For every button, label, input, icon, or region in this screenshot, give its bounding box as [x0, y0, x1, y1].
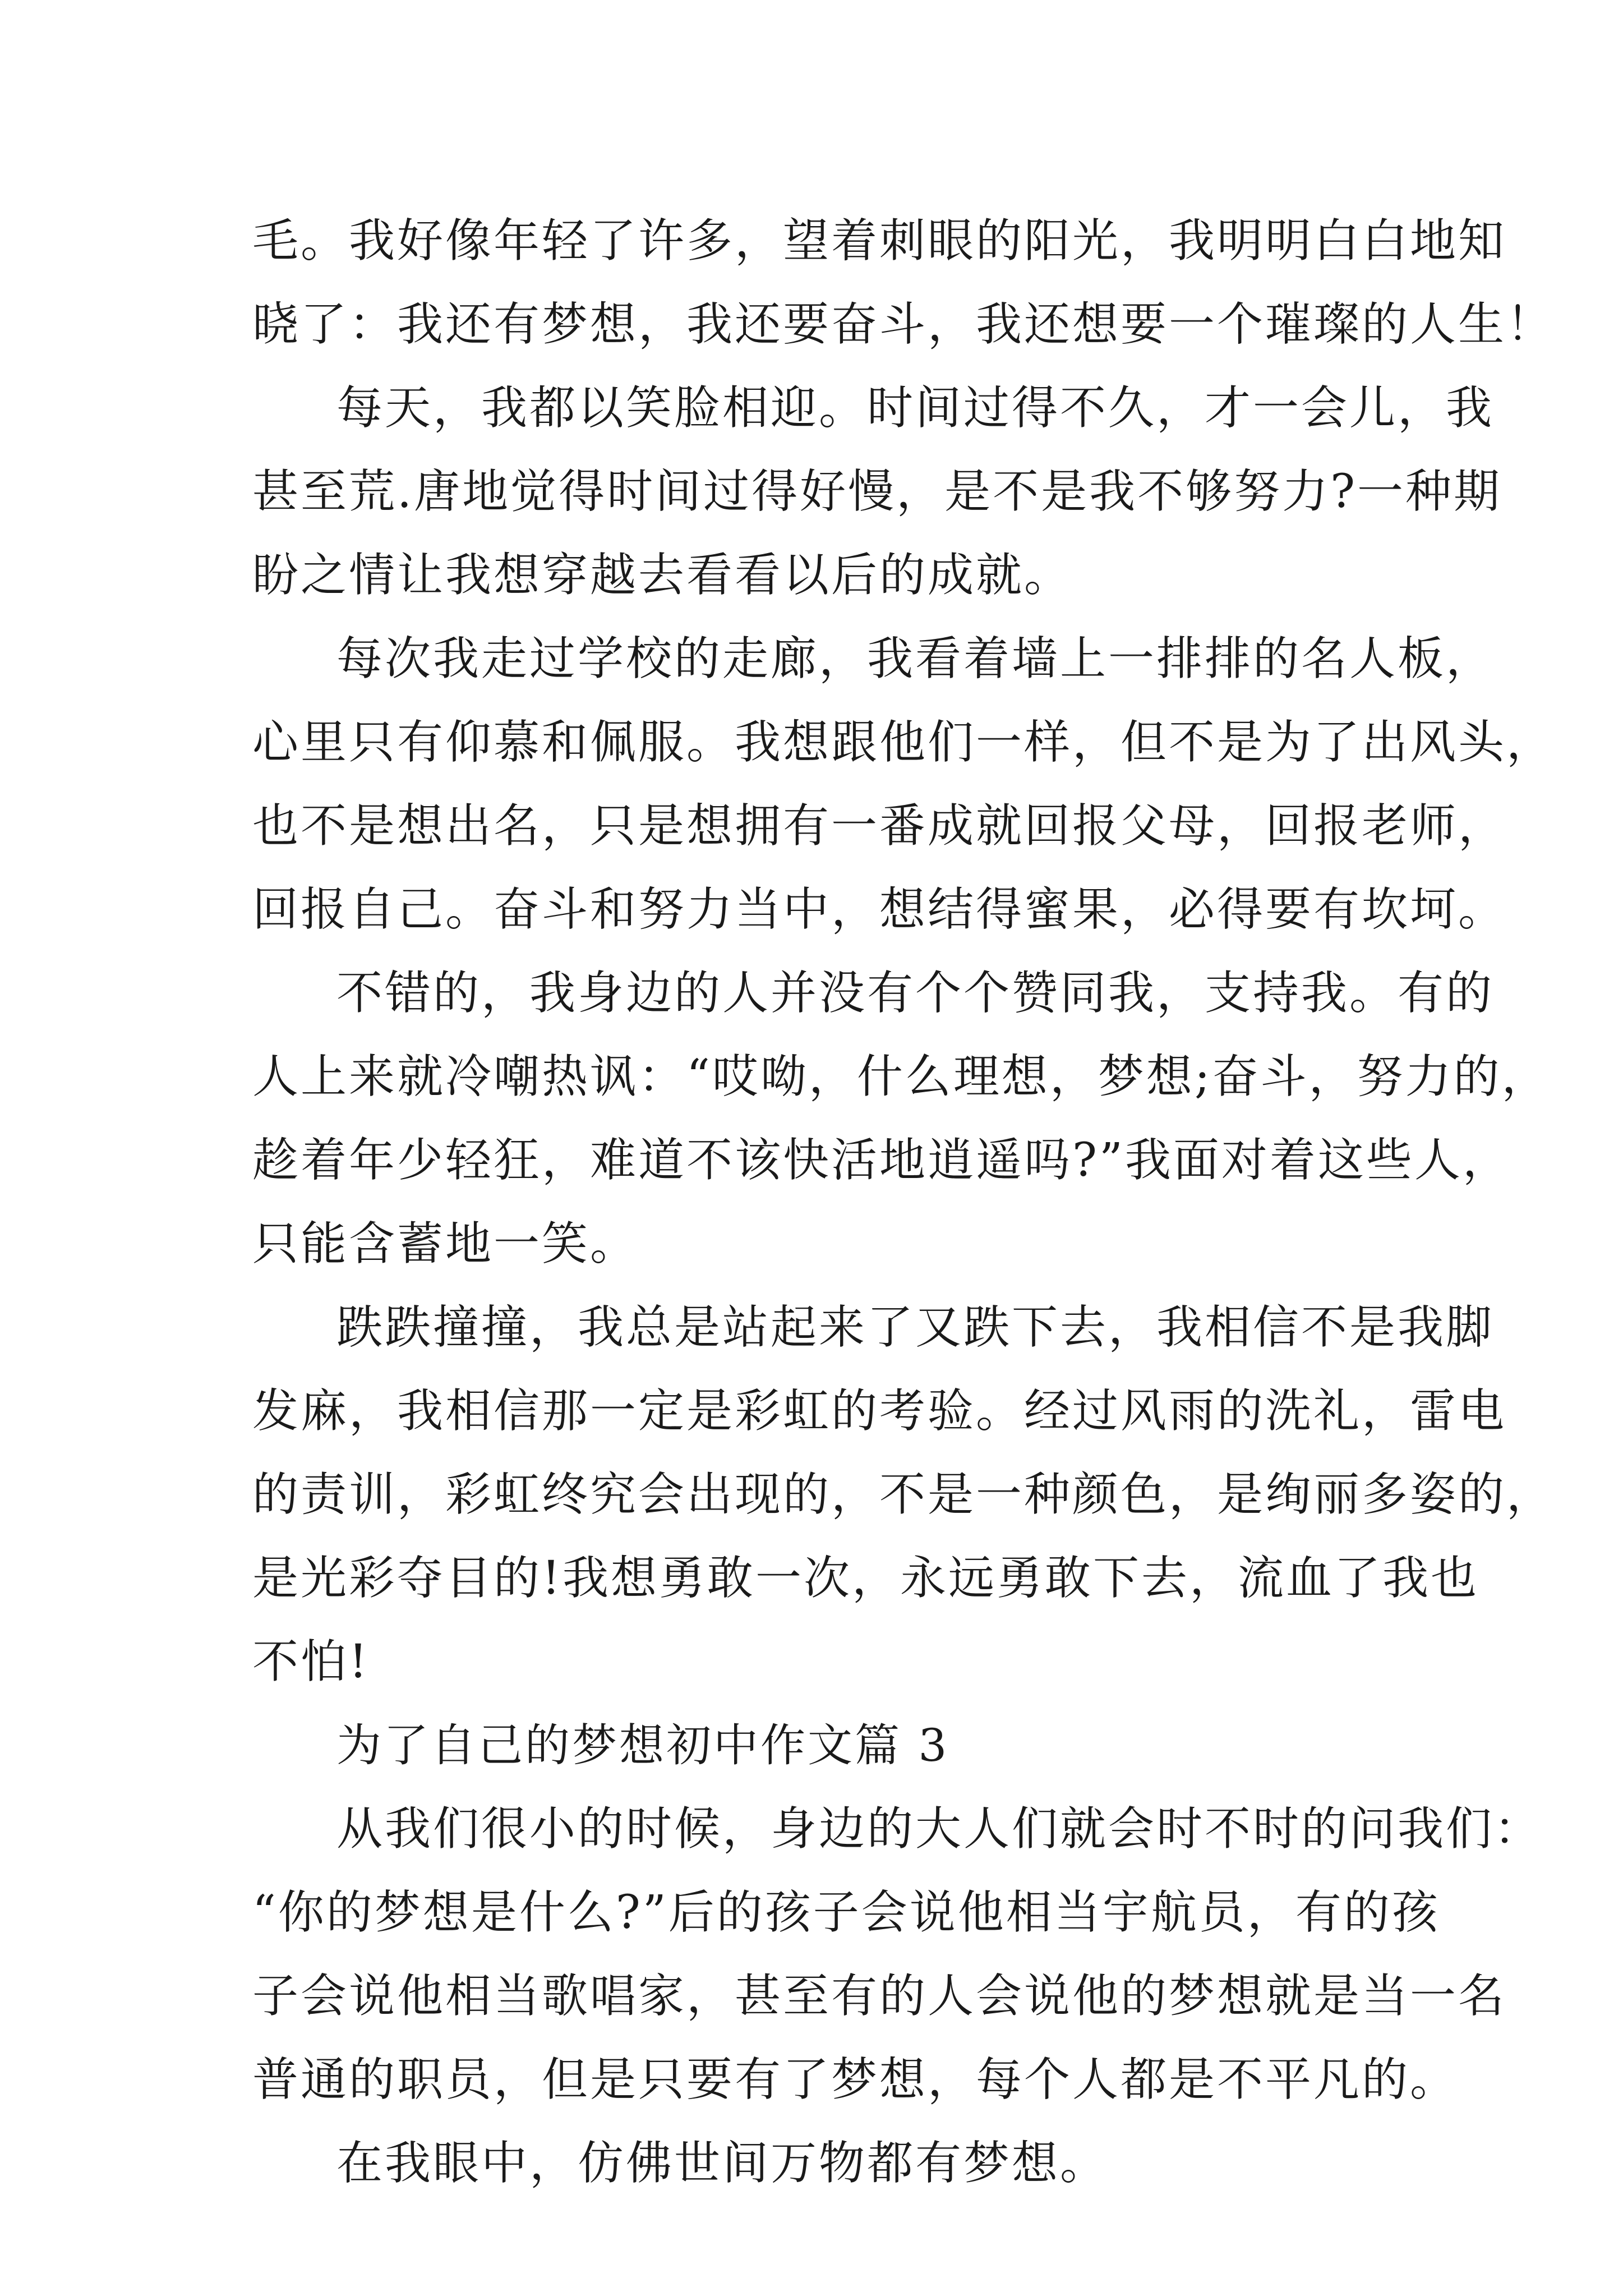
section-heading: 为了自己的梦想初中作文篇 3: [336, 1719, 949, 1772]
paragraph-start-line: 在我眼中，仿佛世间万物都有梦想。: [336, 2137, 1109, 2190]
text-line: 是光彩夺目的!我想勇敢一次，永远勇敢下去，流血了我也: [252, 1552, 1479, 1605]
text-line: 不怕!: [252, 1635, 370, 1688]
text-line: 发麻，我相信那一定是彩虹的考验。经过风雨的洗礼，雷电: [252, 1384, 1507, 1438]
text-line: 趁着年少轻狂，难道不该快活地逍遥吗?”我面对着这些人，: [252, 1134, 1511, 1187]
paragraph-start-line: 每天，我都以笑脸相迎。时间过得不久，才一会儿，我: [336, 381, 1495, 435]
text-line: 晓了：我还有梦想，我还要奋斗，我还想要一个璀璨的人生！: [252, 298, 1555, 351]
text-line: 心里只有仰慕和佩服。我想跟他们一样，但不是为了出风头，: [252, 716, 1555, 769]
text-line: 毛。我好像年轻了许多，望着刺眼的阳光，我明明白白地知: [252, 214, 1507, 268]
paragraph-start-line: 不错的，我身边的人并没有个个赞同我，支持我。有的: [336, 967, 1495, 1020]
paragraph-start-line: 跌跌撞撞，我总是站起来了又跌下去，我相信不是我脚: [336, 1301, 1495, 1354]
text-line: 的责训，彩虹终究会出现的，不是一种颜色，是绚丽多姿的，: [252, 1468, 1555, 1521]
text-line: 人上来就冷嘲热讽：“哎呦，什么理想，梦想;奋斗，努力的，: [252, 1050, 1550, 1103]
text-line: 盼之情让我想穿越去看看以后的成就。: [252, 549, 1073, 602]
essay-text: [252, 199, 1555, 2205]
paragraph-start-line: 从我们很小的时候，身边的大人们就会时不时的问我们：: [336, 1802, 1543, 1856]
text-line: 回报自己。奋斗和努力当中，想结得蜜果，必得要有坎坷。: [252, 883, 1507, 936]
text-line: 也不是想出名，只是想拥有一番成就回报父母，回报老师，: [252, 799, 1507, 853]
text-line: “你的梦想是什么?”后的孩子会说他相当宇航员，有的孩: [252, 1886, 1440, 1939]
text-line: 子会说他相当歌唱家，甚至有的人会说他的梦想就是当一名: [252, 1970, 1507, 2023]
text-line: 甚至荒.唐地觉得时间过得好慢，是不是我不够努力?一种期: [252, 465, 1502, 518]
text-line: 普通的职员，但是只要有了梦想，每个人都是不平凡的。: [252, 2053, 1459, 2106]
text-line: 只能含蓄地一笑。: [252, 1217, 639, 1271]
paragraph-start-line: 每次我走过学校的走廊，我看着墙上一排排的名人板，: [336, 632, 1495, 685]
